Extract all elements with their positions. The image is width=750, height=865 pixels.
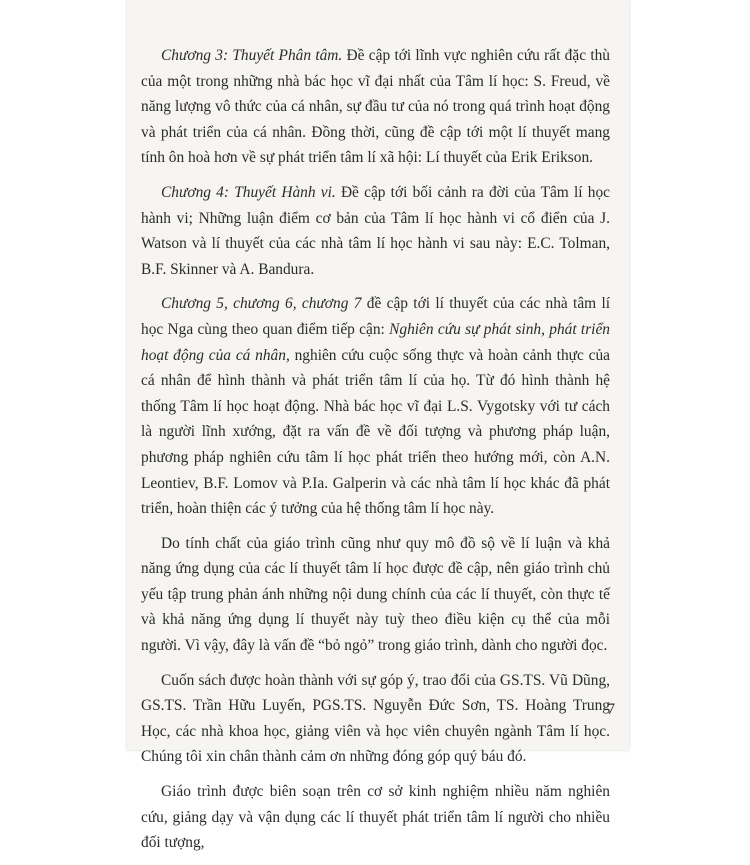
page-content [141,43,610,865]
chapter-4-text: Đề cập tới bối cảnh ra đời của Tâm lí học hành vi; Những luận điểm cơ bản của Tâm lí học hành vi cổ điển của J. Watson và lí thuyết của các nhà tâm lí học hành vi sau này: E.C. Tolman, B.F. Skinner và A. Bandura. [141,183,610,278]
paragraph-chapter-3 [141,43,610,171]
chapter-3-heading: Chương 3: Thuyết Phân tâm. [161,47,343,64]
chapter-4-heading: Chương 4: Thuyết Hành vi. [161,183,336,201]
paragraph-chapters-5-7 [141,291,610,521]
page-number: 7 [607,701,615,718]
paragraph-compilation [141,779,610,856]
scope-note-text: Do tính chất của giáo trình cũng như quy mô đồ sộ về lí luận và khả năng ứng dụng của các lí thuyết tâm lí học được đề cập, nên giáo trình chủ yếu tập trung phản ánh những nội dung chính của các lí thuyết, còn thực tế và khả năng ứng dụng lí thuyết này tuỳ theo điều kiện cụ thể của mỗi người. Vì vậy, đây là vấn đề “bỏ ngỏ” trong giáo trình, dành cho người đọc. [141,534,610,655]
paragraph-acknowledgements [141,668,610,770]
paragraph-chapter-4 [141,180,610,282]
paragraph-scope-note [141,531,610,659]
acknowledgements-text: Cuốn sách được hoàn thành với sự góp ý, trao đổi của GS.TS. Vũ Dũng, GS.TS. Trần Hữu Luyến, PGS.TS. Nguyễn Đức Sơn, TS. Hoàng Trung Học, các nhà khoa học, giảng viên và học viên chuyên ngành Tâm lí học. Chúng tôi xin chân thành cảm ơn những đóng góp quý báu đó. [141,671,610,766]
compilation-text: Giáo trình được biên soạn trên cơ sở kinh nghiệm nhiều năm nghiên cứu, giảng dạy và vận dụng các lí thuyết phát triển tâm lí người cho nhiều đối tượng, [141,783,610,852]
chapters-5-7-heading: Chương 5, chương 6, chương 7 [161,295,362,313]
chapters-5-7-approach: Nghiên cứu sự phát sinh, phát triển hoạt động của cá nhân, [141,320,610,364]
chapters-5-7-text-body: nghiên cứu cuộc sống thực và hoàn cảnh thực của cá nhân để hình thành và phát triển tâm lí của họ. Từ đó hình thành hệ thống Tâm lí học hoạt động. Nhà bác học vĩ đại L.S. Vygotsky với tư cách là người lĩnh xướng, đặt ra vấn đề về đối tượng và phương pháp luận, phương pháp nghiên cứu tâm lí học phát triển theo hướng mới, còn A.N. Leontiev, B.F. Lomov và P.Ia. Galperin và các nhà tâm lí học khác đã phát triển, hoàn thiện các ý tưởng của hệ thống tâm lí học này. [141,346,610,518]
book-page [127,0,629,852]
chapter-3-text: Đề cập tới lĩnh vực nghiên cứu rất đặc thù của một trong những nhà bác học vĩ đại nhất của Tâm lí học: S. Freud, về năng lượng vô thức của cá nhân, sự đầu tư của nó trong quá trình hoạt động và phát triển của cá nhân. Đồng thời, cũng đề cập tới một lí thuyết mang tính ôn hoà hơn về sự phát triển tâm lí xã hội: Lí thuyết của Erik Erikson. [141,47,611,167]
chapters-5-7-text-intro: đề cập tới lí thuyết của các nhà tâm lí học Nga cùng theo quan điểm tiếp cận: [141,295,611,338]
